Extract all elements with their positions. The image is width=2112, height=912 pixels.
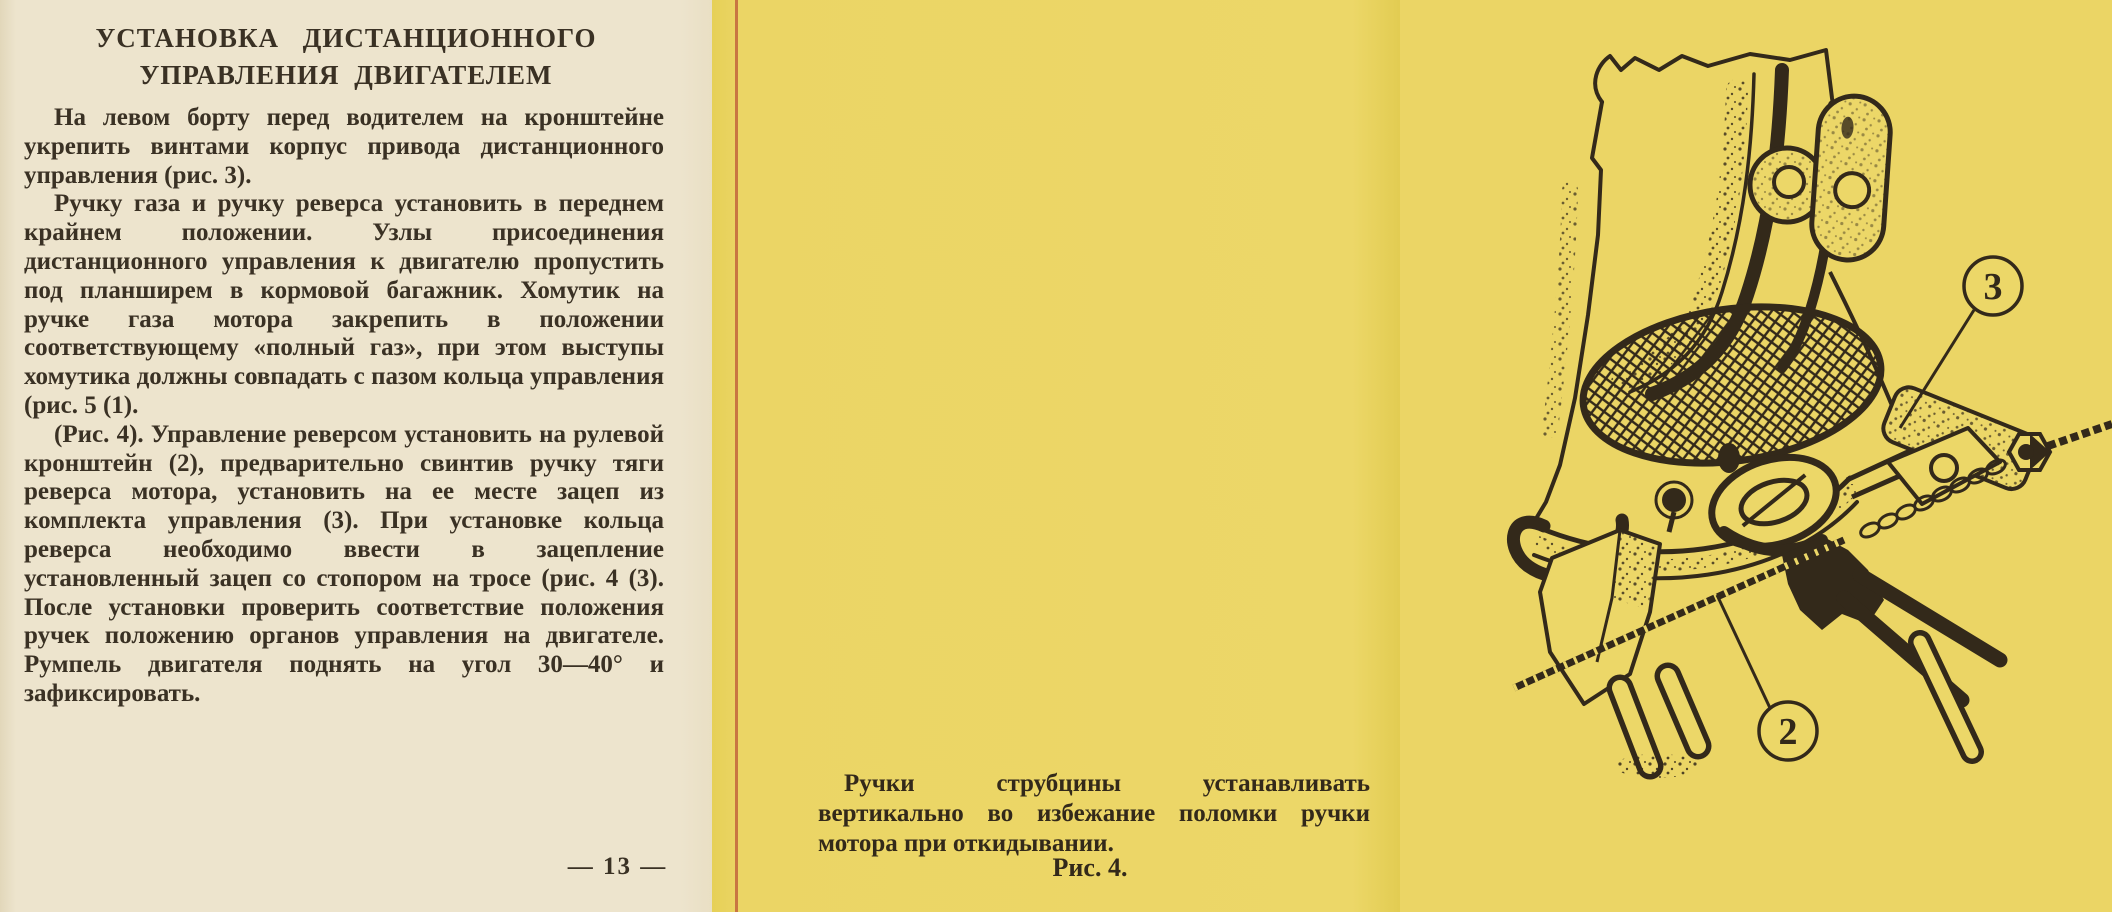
paragraph-2: Ручку газа и ручку реверса установить в переднем крайнем положении. Узлы присоединения дистанционного управления к двигателю пропустить под планширем в кормовой багажник. Хомутик на ручке газа мотора закрепить в положении соответствующему «полный газ», при этом выступы хомутика должны совпадать с пазом кольца управления (рис. 5 (1). bbox=[24, 190, 664, 419]
right-page bbox=[712, 0, 2003, 912]
paragraph-1: На левом борту перед водителем на кронштейне укрепить винтами корпус привода дистанционного управления (рис. 3). bbox=[24, 104, 664, 189]
figure-4-drawing bbox=[1452, 10, 2112, 772]
figure-caption-text: Ручки струбцины устанавливать вертикально во избежание поломки ручки мотора при откидывании. bbox=[818, 770, 1370, 857]
callout-2-number: 2 bbox=[1778, 711, 1798, 753]
clamp-handles bbox=[1615, 676, 1699, 778]
callout-3-number: 3 bbox=[1983, 266, 2003, 308]
figure-caption bbox=[818, 769, 1370, 859]
page-title bbox=[28, 20, 664, 94]
bolt-head bbox=[1718, 443, 1740, 473]
transom-block bbox=[1540, 530, 1660, 704]
page-title-line2: УПРАВЛЕНИЯ ДВИГАТЕЛЕМ bbox=[139, 60, 553, 90]
clamp-screw-knob bbox=[1750, 94, 1893, 263]
figure-label: Рис. 4. bbox=[1052, 853, 1128, 882]
paragraph-3: (Рис. 4). Управление реверсом установить на рулевой кронштейн (2), предварительно свинтив ручку тяги реверса мотора, установить на ее месте зацеп из комплекта управления (3). При установке кольца реверса необходимо ввести в зацепление установленный зацеп со стопором на тросе (рис. 4 (3). После установки проверить соответствие положения ручек положению органов управления на двигателе. Румпель двигателя поднять на угол 30—40° и зафиксировать. bbox=[24, 420, 664, 707]
cable-stop-knob bbox=[1656, 482, 1692, 532]
page-gutter-line bbox=[735, 0, 738, 912]
callout-2 bbox=[1717, 595, 1817, 760]
left-page bbox=[0, 0, 712, 912]
page-number: — 13 — bbox=[567, 853, 668, 880]
page-title-line1: УСТАНОВКА ДИСТАНЦИОННОГО bbox=[95, 23, 597, 53]
body-text bbox=[24, 104, 664, 709]
